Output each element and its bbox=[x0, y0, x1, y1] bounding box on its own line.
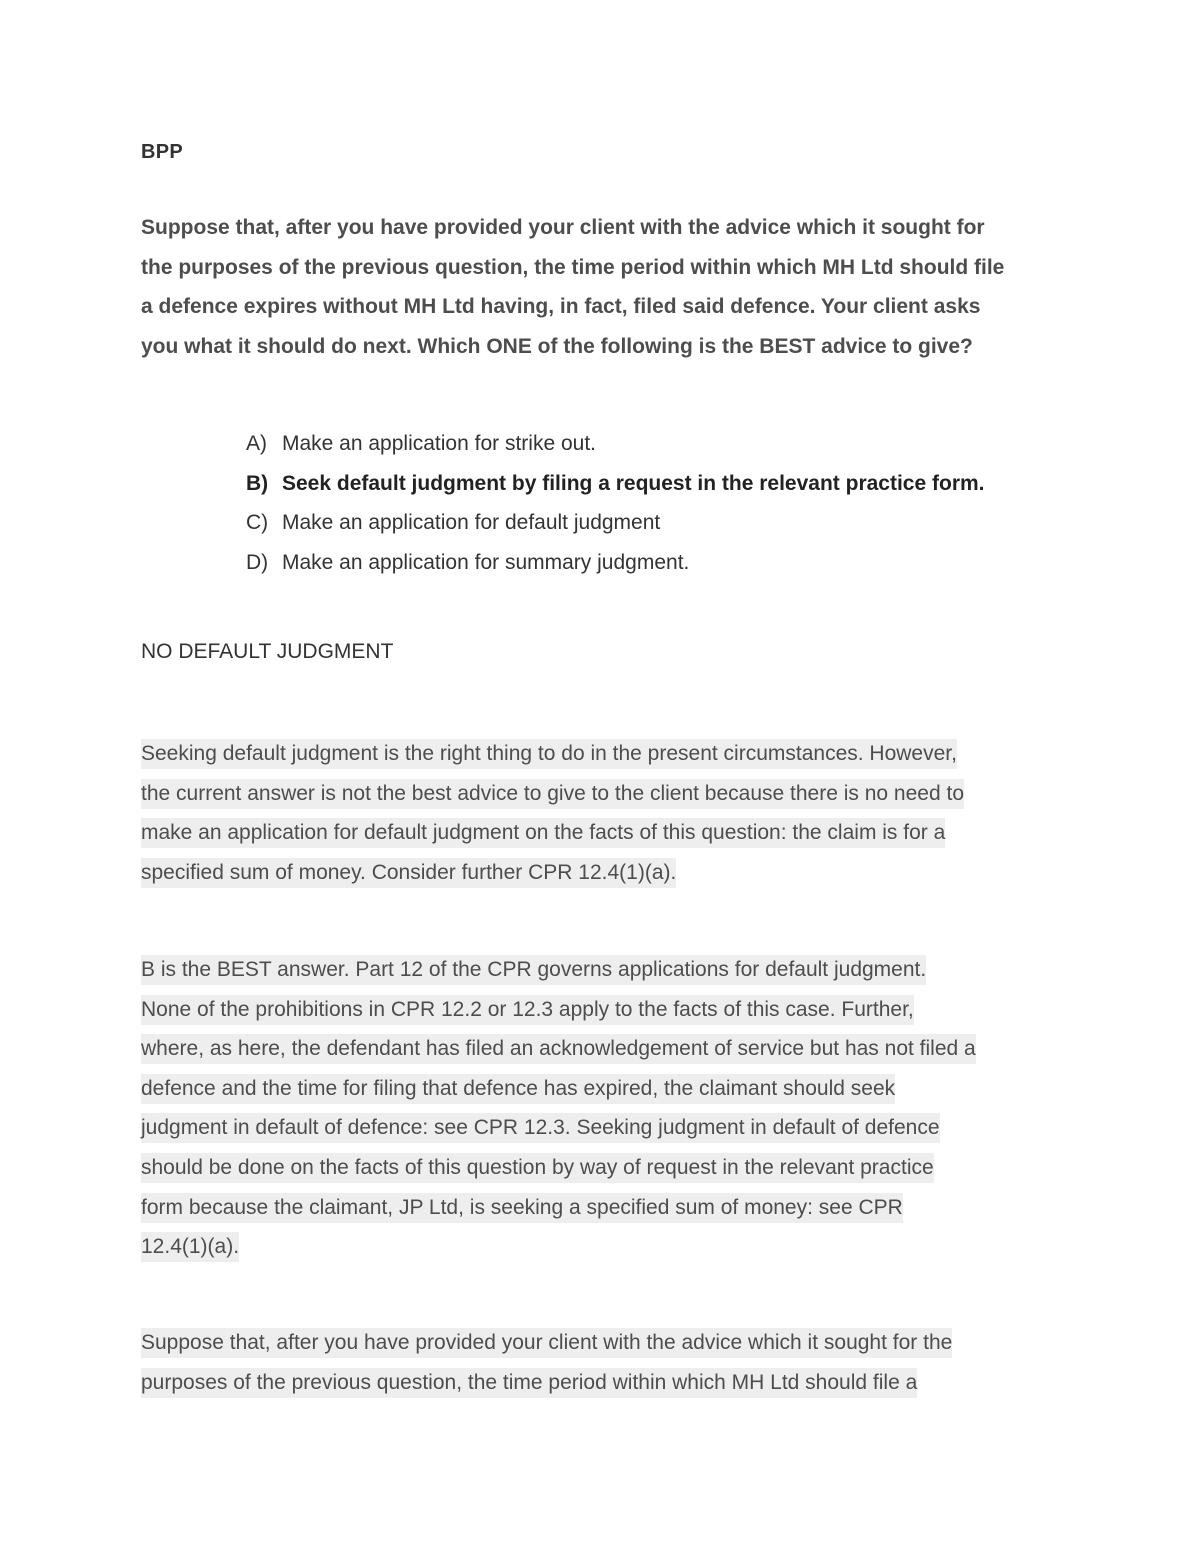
feedback-line: make an application for default judgment on the facts of this question: the claim is for a bbox=[141, 818, 945, 848]
option-text: Make an application for strike out. bbox=[282, 432, 596, 455]
option-text: Make an application for default judgment bbox=[282, 511, 661, 535]
answer-options bbox=[246, 424, 985, 582]
option-letter: B) bbox=[246, 471, 269, 495]
question-line: the purposes of the previous question, the time period within which MH Ltd should file bbox=[141, 255, 1005, 279]
question-line: a defence expires without MH Ltd having, in fact, filed said defence. Your client asks bbox=[141, 295, 981, 318]
answer-line: None of the prohibitions in CPR 12.2 or 12.3 apply to the facts of this case. Further, bbox=[141, 995, 914, 1025]
option-letter: A) bbox=[246, 432, 267, 455]
feedback-line: specified sum of money. Consider further CPR 12.4(1)(a). bbox=[141, 858, 676, 888]
feedback-paragraph bbox=[141, 734, 1081, 892]
answer-explanation bbox=[141, 950, 1081, 1267]
answer-line: judgment in default of defence: see CPR 12.3. Seeking judgment in default of defence bbox=[141, 1113, 940, 1143]
repeated-question bbox=[141, 1323, 1081, 1402]
answer-line: form because the claimant, JP Ltd, is seeking a specified sum of money: see CPR bbox=[141, 1193, 903, 1223]
option-a[interactable] bbox=[246, 424, 985, 464]
verdict-label: NO DEFAULT JUDGMENT bbox=[141, 640, 394, 663]
question-line: you what it should do next. Which ONE of the following is the BEST advice to give? bbox=[141, 334, 973, 358]
question-line: Suppose that, after you have provided your client with the advice which it sought for bbox=[141, 216, 985, 239]
feedback-line: Seeking default judgment is the right thing to do in the present circumstances. However, bbox=[141, 739, 957, 769]
answer-line: 12.4(1)(a). bbox=[141, 1232, 239, 1262]
document-heading: BPP bbox=[141, 141, 184, 163]
answer-line: B is the BEST answer. Part 12 of the CPR governs applications for default judgment. bbox=[141, 955, 926, 985]
option-b[interactable] bbox=[246, 464, 985, 504]
answer-line: where, as here, the defendant has filed an acknowledgement of service but has not filed a bbox=[141, 1034, 976, 1064]
option-text: Make an application for summary judgment. bbox=[282, 550, 690, 574]
option-text: Seek default judgment by filing a request in the relevant practice form. bbox=[282, 471, 985, 495]
option-c[interactable] bbox=[246, 503, 985, 543]
question-text bbox=[141, 208, 1071, 366]
answer-line: should be done on the facts of this question by way of request in the relevant practice bbox=[141, 1153, 934, 1183]
feedback-line: the current answer is not the best advice to give to the client because there is no need to bbox=[141, 779, 964, 809]
repeat-line: Suppose that, after you have provided your client with the advice which it sought for the bbox=[141, 1328, 952, 1358]
repeat-line: purposes of the previous question, the time period within which MH Ltd should file a bbox=[141, 1368, 917, 1398]
answer-line: defence and the time for filing that defence has expired, the claimant should seek bbox=[141, 1074, 895, 1104]
option-letter: D) bbox=[246, 550, 269, 574]
option-d[interactable] bbox=[246, 543, 985, 583]
option-letter: C) bbox=[246, 511, 269, 535]
